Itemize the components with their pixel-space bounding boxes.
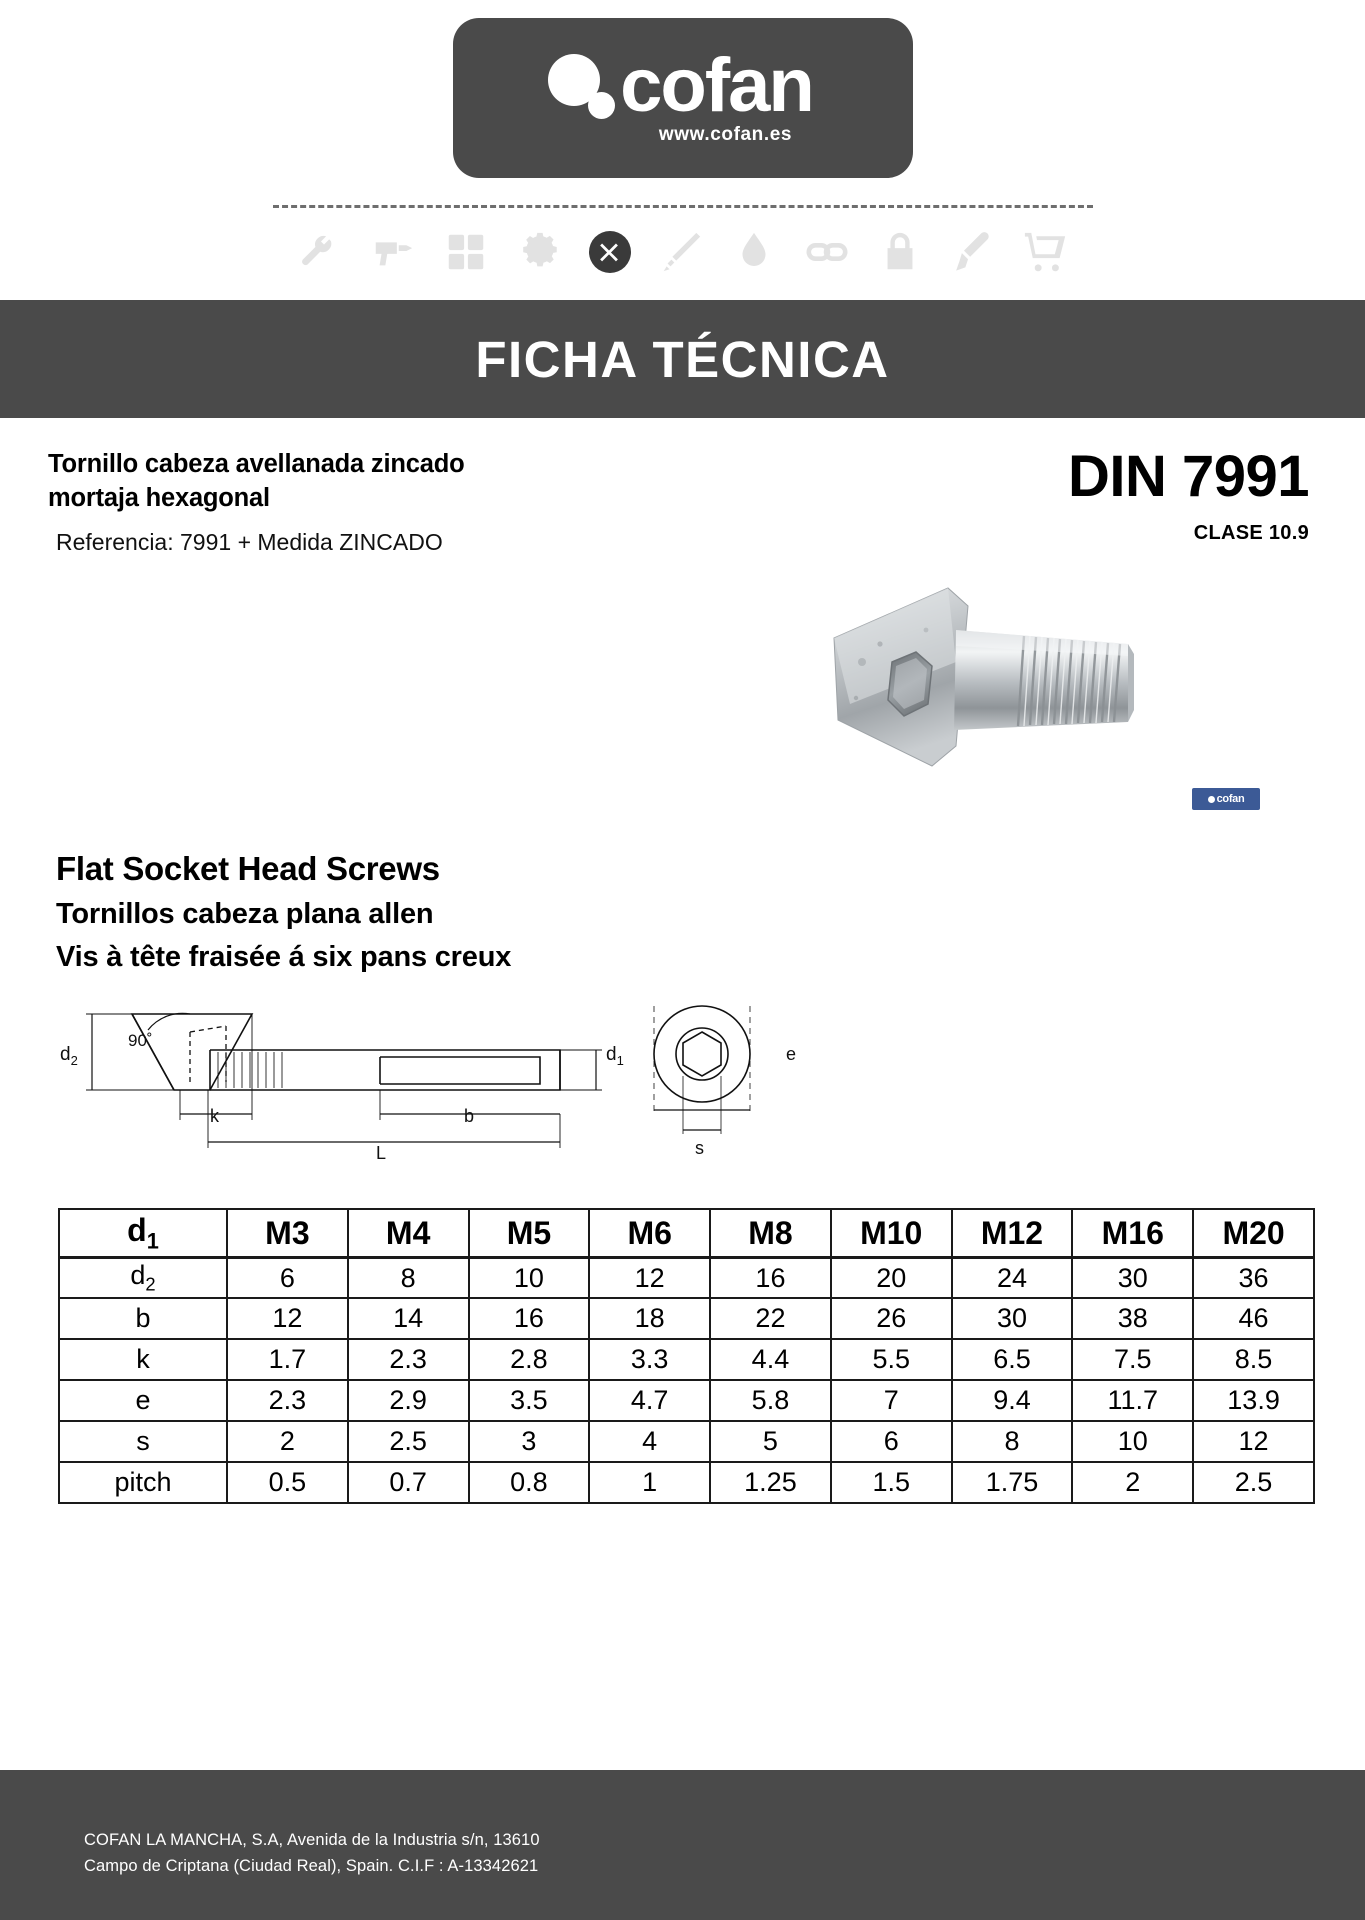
paint-brush-icon[interactable] [950, 229, 996, 275]
table-cell: 7.5 [1072, 1339, 1193, 1380]
gear-icon[interactable] [516, 229, 562, 275]
drawing-label-k: k [210, 1106, 219, 1127]
drawing-label-d2: $d_2$ [60, 1044, 78, 1069]
badge-dot-icon [1208, 796, 1215, 803]
table-cell: 16 [469, 1298, 590, 1339]
table-cell: 13.9 [1193, 1380, 1314, 1421]
table-cell: 26 [831, 1298, 952, 1339]
product-photo-zone [0, 560, 1365, 860]
table-cell: 18 [589, 1298, 710, 1339]
table-cell: 2.3 [227, 1380, 348, 1421]
logo-header [0, 0, 1365, 205]
product-name-fr: Vis à tête fraisée á six pans creux [56, 941, 512, 974]
table-cell: 2 [1072, 1462, 1193, 1503]
dimension-table [58, 1208, 1315, 1504]
table-cell: 2.5 [1193, 1462, 1314, 1503]
table-cell: 30 [952, 1298, 1073, 1339]
table-row [59, 1339, 1314, 1380]
divider [273, 205, 1093, 208]
table-header-size: M10 [831, 1209, 952, 1257]
table-header-size: M3 [227, 1209, 348, 1257]
table-cell: 1.75 [952, 1462, 1073, 1503]
table-row [59, 1298, 1314, 1339]
table-cell: 11.7 [1072, 1380, 1193, 1421]
table-cell: 6 [831, 1421, 952, 1462]
row-label: b [59, 1298, 227, 1339]
table-cell: 10 [469, 1257, 590, 1298]
drawing-label-e: e [786, 1044, 797, 1065]
cofan-logomark-icon [544, 50, 618, 122]
table-cell: 8 [348, 1257, 469, 1298]
table-header-row [59, 1209, 1314, 1257]
table-cell: 22 [710, 1298, 831, 1339]
table-cell: 24 [952, 1257, 1073, 1298]
product-reference: Referencia: 7991 + Medida ZINCADO [56, 529, 443, 556]
table-cell: 3 [469, 1421, 590, 1462]
technical-drawing [0, 1002, 1365, 1202]
product-name-es: Tornillos cabeza plana allen [56, 898, 434, 931]
table-cell: 12 [589, 1257, 710, 1298]
row-label: pitch [59, 1462, 227, 1503]
cofan-logo [453, 18, 913, 178]
chain-link-icon[interactable] [804, 229, 850, 275]
table-cell: 2.3 [348, 1339, 469, 1380]
dimension-table-wrap [0, 1202, 1365, 1504]
table-cell: 1 [589, 1462, 710, 1503]
table-cell: 3.5 [469, 1380, 590, 1421]
din-standard-number: DIN 7991 [1067, 444, 1309, 509]
saw-icon[interactable] [658, 229, 704, 275]
table-cell: 3.3 [589, 1339, 710, 1380]
product-names [0, 850, 1365, 974]
drawing-label-d1: $d_1$ [606, 1044, 624, 1069]
table-row [59, 1462, 1314, 1503]
table-row [59, 1257, 1314, 1298]
table-cell: 12 [227, 1298, 348, 1339]
table-cell: 6 [227, 1257, 348, 1298]
table-cell: 20 [831, 1257, 952, 1298]
shopping-cart-icon[interactable] [1023, 229, 1069, 275]
table-cell: 2.5 [348, 1421, 469, 1462]
footer-address-line2: Campo de Criptana (Ciudad Real), Spain. C.I.F : A-13342621 [84, 1856, 539, 1875]
category-icon-strip [273, 222, 1093, 282]
table-cell: 46 [1193, 1298, 1314, 1339]
drawing-label-b: b [464, 1106, 475, 1127]
table-cell: 8 [952, 1421, 1073, 1462]
table-cell: 5.8 [710, 1380, 831, 1421]
table-cell: 12 [1193, 1421, 1314, 1462]
table-header-size: M5 [469, 1209, 590, 1257]
drawing-label-L: L [376, 1143, 387, 1164]
table-row [59, 1380, 1314, 1421]
table-cell: 0.7 [348, 1462, 469, 1503]
paint-drop-icon[interactable] [731, 229, 777, 275]
product-name-en: Flat Socket Head Screws [56, 850, 440, 888]
product-header [0, 418, 1365, 556]
table-cell: 14 [348, 1298, 469, 1339]
table-cell: 10 [1072, 1421, 1193, 1462]
table-cell: 16 [710, 1257, 831, 1298]
badge-label: cofan [1216, 793, 1245, 806]
table-header-size: M6 [589, 1209, 710, 1257]
table-cell: 1.25 [710, 1462, 831, 1503]
table-header-d1: $d_1$ [59, 1209, 227, 1257]
photo-watermark-badge [1192, 788, 1260, 810]
drill-icon[interactable] [370, 229, 416, 275]
table-cell: 9.4 [952, 1380, 1073, 1421]
table-cell: 6.5 [952, 1339, 1073, 1380]
product-title-line1: Tornillo cabeza avellanada zincado [48, 450, 465, 478]
footer-address-line1: COFAN LA MANCHA, S.A, Avenida de la Industria s/n, 13610 [84, 1831, 540, 1849]
table-cell: 38 [1072, 1298, 1193, 1339]
table-header-size: M12 [952, 1209, 1073, 1257]
padlock-icon[interactable] [877, 229, 923, 275]
table-cell: 4.4 [710, 1339, 831, 1380]
logo-url: www.cofan.es [658, 124, 793, 146]
drawing-label-angle: 90˚ [128, 1031, 153, 1051]
drawing-svg [40, 1002, 860, 1197]
table-cell: 8.5 [1193, 1339, 1314, 1380]
row-label: k [59, 1339, 227, 1380]
screw-photo [828, 570, 1158, 800]
table-cell: 1.5 [831, 1462, 952, 1503]
screw-x-icon[interactable] [589, 231, 631, 273]
table-cell: 4.7 [589, 1380, 710, 1421]
table-header-size: M20 [1193, 1209, 1314, 1257]
table-cell: 2 [227, 1421, 348, 1462]
page-title: FICHA TÉCNICA [475, 330, 890, 388]
table-body [59, 1257, 1314, 1503]
product-title-line2: mortaja hexagonal [48, 483, 270, 512]
drawing-label-s: s [695, 1138, 704, 1159]
table-cell: 1.7 [227, 1339, 348, 1380]
table-cell: 0.5 [227, 1462, 348, 1503]
building-blocks-icon[interactable] [443, 229, 489, 275]
table-cell: 7 [831, 1380, 952, 1421]
table-header-size: M16 [1072, 1209, 1193, 1257]
table-cell: 2.9 [348, 1380, 469, 1421]
row-label: $d_2$ [59, 1257, 227, 1298]
page-footer [0, 1770, 1365, 1920]
strength-class: CLASE 10.9 [1193, 522, 1309, 544]
row-label: e [59, 1380, 227, 1421]
product-title [48, 448, 464, 515]
table-cell: 0.8 [469, 1462, 590, 1503]
table-cell: 5.5 [831, 1339, 952, 1380]
table-cell: 30 [1072, 1257, 1193, 1298]
page-title-bar [0, 300, 1365, 418]
logo-wordmark: cofan [620, 42, 813, 128]
table-cell: 2.8 [469, 1339, 590, 1380]
table-cell: 4 [589, 1421, 710, 1462]
wrench-icon[interactable] [297, 229, 343, 275]
table-header-size: M8 [710, 1209, 831, 1257]
row-label: s [59, 1421, 227, 1462]
table-header-size: M4 [348, 1209, 469, 1257]
table-cell: 5 [710, 1421, 831, 1462]
table-row [59, 1421, 1314, 1462]
table-cell: 36 [1193, 1257, 1314, 1298]
